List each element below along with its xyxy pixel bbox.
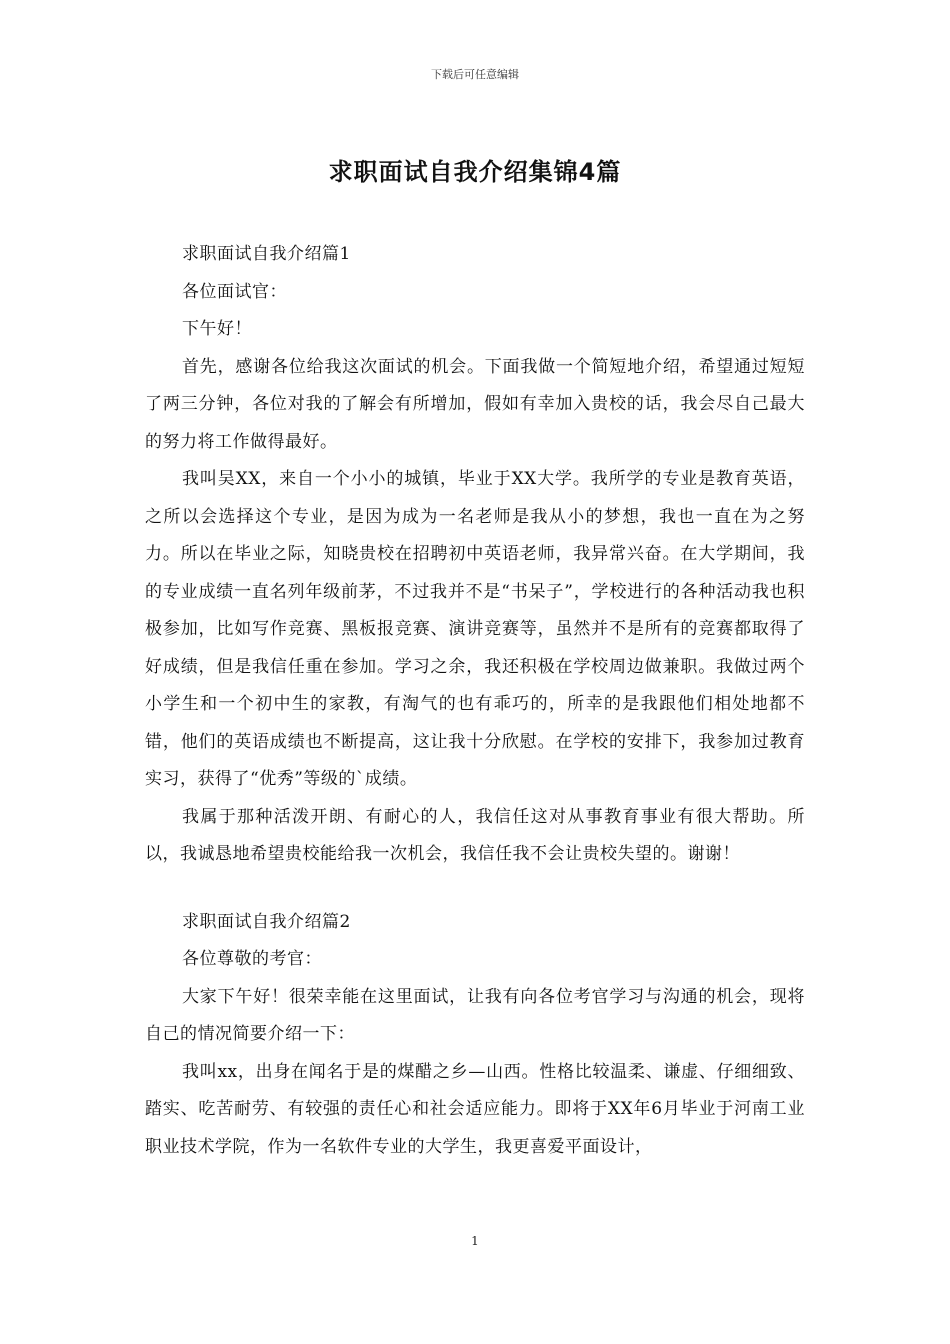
header-note: 下载后可任意编辑 bbox=[431, 68, 519, 81]
paragraph: 我叫xx，出身在闻名于是的煤醋之乡—山西。性格比较温柔、谦虚、仔细细致、踏实、吃苦耐劳、有较强的责任心和社会适应能力。即将于XX年6月毕业于河南工业职业技术学院，作为一名软件专业的大学生，我更喜爱平面设计， bbox=[145, 1061, 805, 1157]
paragraph: 下午好！ bbox=[182, 319, 252, 339]
paragraph: 首先，感谢各位给我这次面试的机会。下面我做一个简短地介绍，希望通过短短了两三分钟，各位对我的了解会有所增加，假如有幸加入贵校的话，我会尽自己最大的努力将工作做得最好。 bbox=[145, 356, 805, 452]
paragraph: 我属于那种活泼开朗、有耐心的人，我信任这对从事教育事业有很大帮助。所以，我诚恳地希望贵校能给我一次机会，我信任我不会让贵校失望的。谢谢！ bbox=[145, 806, 805, 864]
paragraph: 大家下午好！很荣幸能在这里面试，让我有向各位考官学习与沟通的机会，现将自己的情况简要介绍一下： bbox=[145, 986, 805, 1044]
paragraph: 各位面试官： bbox=[182, 281, 287, 302]
section-heading: 求职面试自我介绍篇1 bbox=[182, 244, 351, 264]
page-number: 1 bbox=[471, 1234, 479, 1248]
paragraph: 各位尊敬的考官： bbox=[182, 949, 322, 969]
section-heading: 求职面试自我介绍篇2 bbox=[182, 911, 351, 932]
document-title: 求职面试自我介绍集锦4篇 bbox=[328, 158, 622, 186]
paragraph: 我叫吴XX，来自一个小小的城镇，毕业于XX大学。我所学的专业是教育英语，之所以会选择这个专业，是因为成为一名老师是我从小的梦想，我也一直在为之努力。所以在毕业之际，知晓贵校在招聘初中英语老师，我异常兴奋。在大学期间，我的专业成绩一直名列年级前茅，不过我并不是“书呆子”，学校进行的各种活动我也积极参加，比如写作竞赛、黑板报竞赛、演讲竞赛等，虽然并不是所有的竞赛都取得了好成绩，但是我信任重在参加。学习之余，我还积极在学校周边做兼职。我做过两个小学生和一个初中生的家教，有淘气的也有乖巧的，所幸的是我跟他们相处地都不错，他们的英语成绩也不断提高，这让我十分欣慰。在学校的安排下，我参加过教育实习，获得了“优秀”等级的`成绩。 bbox=[145, 469, 805, 789]
document-body bbox=[145, 236, 805, 1166]
section-spacer bbox=[145, 874, 805, 904]
